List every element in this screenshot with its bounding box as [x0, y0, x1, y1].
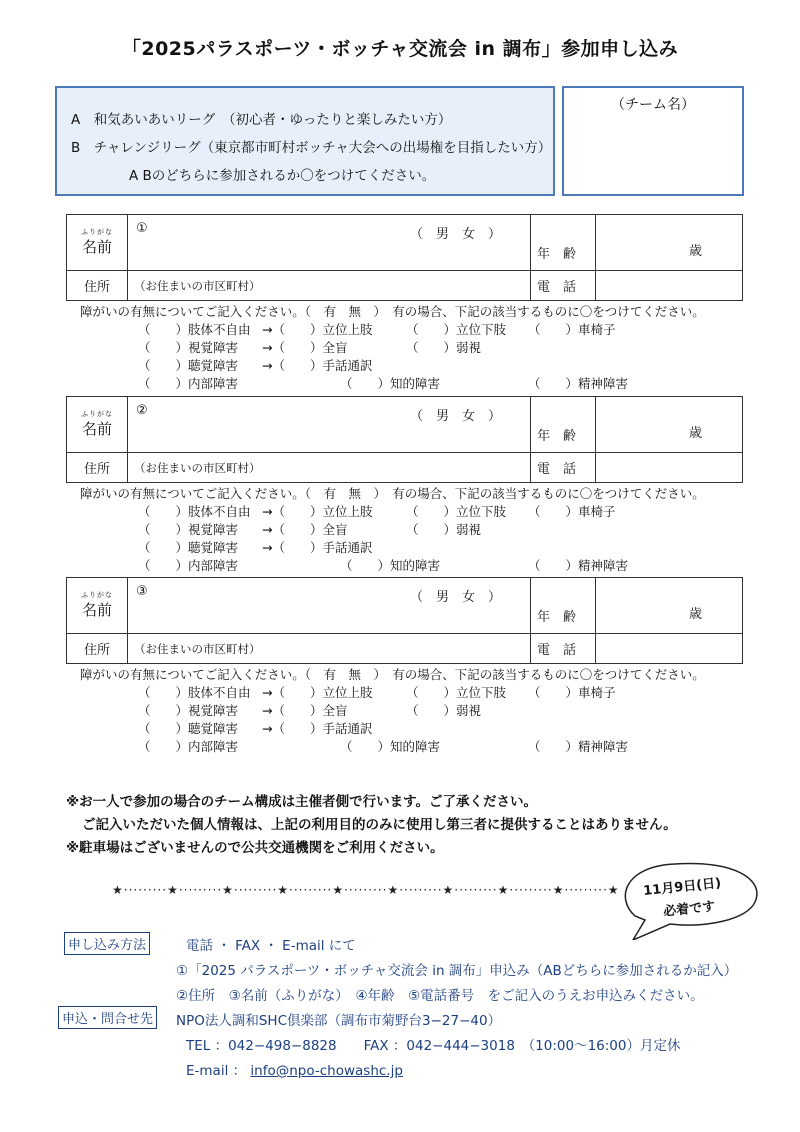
league-b[interactable]: B チャレンジリーグ（東京都市町村ボッチャ大会への出場権を目指したい方） [71, 140, 552, 156]
contact-email-row [186, 1059, 403, 1079]
option-upper[interactable]: →（ ）立位上肢 [262, 322, 373, 337]
age-unit: 歳 [688, 607, 702, 622]
option-hearing[interactable]: （ ）聴覚障害 [138, 358, 239, 373]
option-lower[interactable]: （ ）立位下肢 [406, 504, 507, 519]
contact-tel-fax: TEL ：042−498−8828 FAX ：042−444−3018 （10:00〜16:00）月定休 [186, 1038, 681, 1054]
address-hint: （お住まいの市区町村） [134, 278, 261, 293]
option-internal[interactable]: （ ）内部障害 [138, 739, 239, 754]
option-lowvision[interactable]: （ ）弱視 [406, 703, 482, 718]
option-physical[interactable]: （ ）肢体不自由 [138, 322, 251, 337]
team-name-label: （チーム名） [611, 97, 695, 113]
address-label: 住所 [67, 634, 128, 664]
address-field[interactable] [128, 453, 531, 483]
address-hint: （お住まいの市区町村） [134, 460, 261, 475]
option-blind[interactable]: →（ ）全盲 [262, 340, 348, 355]
phone-field[interactable] [596, 453, 743, 483]
participant-number: ② [136, 403, 148, 418]
option-mental[interactable]: （ ）精神障害 [528, 558, 629, 573]
option-wheelchair[interactable]: （ ）車椅子 [528, 322, 616, 337]
gender-choice[interactable]: （ 男 女 ） [410, 590, 502, 605]
name-label-cell [67, 578, 128, 634]
method-label: 申し込み方法 [64, 932, 150, 955]
age-unit: 歳 [688, 244, 702, 259]
method-line1: 電話 ・ FAX ・ E-mail にて [186, 938, 356, 954]
option-sign-language[interactable]: →（ ）手話通訳 [262, 721, 373, 736]
participant-number: ① [136, 221, 148, 236]
age-label: 年 齢 [531, 397, 596, 453]
option-intellectual[interactable]: （ ）知的障害 [340, 739, 441, 754]
option-mental[interactable]: （ ）精神障害 [528, 376, 629, 391]
league-a[interactable]: A 和気あいあいリーグ （初心者・ゆったりと楽しみたい方） [71, 112, 452, 128]
option-blind[interactable]: →（ ）全盲 [262, 522, 348, 537]
deadline-bubble [615, 858, 765, 944]
note-parking: ※駐車場はございませんので公共交通機関をご利用ください。 [66, 840, 444, 856]
option-visual[interactable]: （ ）視覚障害 [138, 522, 239, 537]
option-visual[interactable]: （ ）視覚障害 [138, 703, 239, 718]
name-field[interactable] [128, 578, 531, 634]
age-field[interactable] [596, 397, 743, 453]
option-upper[interactable]: →（ ）立位上肢 [262, 685, 373, 700]
option-hearing[interactable]: （ ）聴覚障害 [138, 540, 239, 555]
option-blind[interactable]: →（ ）全盲 [262, 703, 348, 718]
gender-choice[interactable]: （ 男 女 ） [410, 227, 502, 242]
address-hint: （お住まいの市区町村） [134, 641, 261, 656]
method-line3: ②住所 ③名前（ふりがな） ④年齢 ⑤電話番号 をご記入のうえお申込みください。 [176, 988, 704, 1004]
participant-form [66, 396, 743, 483]
option-hearing[interactable]: （ ）聴覚障害 [138, 721, 239, 736]
option-physical[interactable]: （ ）肢体不自由 [138, 685, 251, 700]
address-field[interactable] [128, 634, 531, 664]
option-lower[interactable]: （ ）立位下肢 [406, 685, 507, 700]
address-label: 住所 [67, 271, 128, 301]
option-lower[interactable]: （ ）立位下肢 [406, 322, 507, 337]
disability-question[interactable]: 障がいの有無についてご記入ください。（ 有 無 ） 有の場合、下記の該当するものに〇をつけてください。 [80, 304, 705, 319]
league-selection-box[interactable] [55, 86, 555, 196]
age-field[interactable] [596, 578, 743, 634]
address-field[interactable] [128, 271, 531, 301]
option-sign-language[interactable]: →（ ）手話通訳 [262, 540, 373, 555]
name-field[interactable] [128, 215, 531, 271]
name-label-cell [67, 397, 128, 453]
option-wheelchair[interactable]: （ ）車椅子 [528, 685, 616, 700]
address-label: 住所 [67, 453, 128, 483]
option-internal[interactable]: （ ）内部障害 [138, 376, 239, 391]
name-label: 名前 [81, 601, 112, 619]
name-label: 名前 [81, 420, 112, 438]
gender-choice[interactable]: （ 男 女 ） [410, 409, 502, 424]
deadline-text: 必着です [662, 899, 716, 920]
age-label: 年 齢 [531, 215, 596, 271]
phone-field[interactable] [596, 271, 743, 301]
participant-number: ③ [136, 584, 148, 599]
name-label-cell [67, 215, 128, 271]
name-ruby: ふりがな [81, 410, 113, 418]
disability-question[interactable]: 障がいの有無についてご記入ください。（ 有 無 ） 有の場合、下記の該当するものに〇をつけてください。 [80, 667, 705, 682]
option-lowvision[interactable]: （ ）弱視 [406, 340, 482, 355]
option-physical[interactable]: （ ）肢体不自由 [138, 504, 251, 519]
name-label: 名前 [81, 238, 112, 256]
participant-form [66, 214, 743, 301]
page-title: 「2025パラスポーツ・ボッチャ交流会 in 調布」参加申し込み [121, 38, 679, 60]
name-field[interactable] [128, 397, 531, 453]
note-privacy: ご記入いただいた個人情報は、上記の利用目的のみに使用し第三者に提供することはありません。 [82, 817, 677, 833]
dotted-divider: ★·········★·········★·········★·········★·········★·········★·········★·········★·········★ [112, 883, 620, 897]
phone-field[interactable] [596, 634, 743, 664]
method-line2: ①「2025 パラスポーツ・ボッチャ交流会 in 調布」申込み（ABどちらに参加されるか記入） [176, 963, 738, 979]
option-visual[interactable]: （ ）視覚障害 [138, 340, 239, 355]
age-unit: 歳 [688, 426, 702, 441]
phone-label: 電 話 [531, 271, 596, 301]
league-instruction: A Bのどちらに参加されるか〇をつけてください。 [129, 168, 436, 184]
option-intellectual[interactable]: （ ）知的障害 [340, 558, 441, 573]
email-link[interactable]: info@npo-chowashc.jp [250, 1063, 403, 1079]
age-field[interactable] [596, 215, 743, 271]
contact-org: NPO法人調和SHC倶楽部（調布市菊野台3−27−40） [176, 1013, 502, 1029]
name-ruby: ふりがな [81, 228, 113, 236]
deadline-date: 11月9日(日) [642, 875, 722, 900]
option-mental[interactable]: （ ）精神障害 [528, 739, 629, 754]
participant-form [66, 577, 743, 664]
disability-question[interactable]: 障がいの有無についてご記入ください。（ 有 無 ） 有の場合、下記の該当するものに〇をつけてください。 [80, 486, 705, 501]
phone-label: 電 話 [531, 453, 596, 483]
option-sign-language[interactable]: →（ ）手話通訳 [262, 358, 373, 373]
option-lowvision[interactable]: （ ）弱視 [406, 522, 482, 537]
option-wheelchair[interactable]: （ ）車椅子 [528, 504, 616, 519]
team-name-field[interactable] [562, 86, 744, 196]
contact-label: 申込・問合せ先 [58, 1006, 157, 1029]
email-label: E-mail ： [186, 1063, 247, 1079]
name-ruby: ふりがな [81, 591, 113, 599]
option-intellectual[interactable]: （ ）知的障害 [340, 376, 441, 391]
phone-label: 電 話 [531, 634, 596, 664]
option-internal[interactable]: （ ）内部障害 [138, 558, 239, 573]
note-team: ※お一人で参加の場合のチーム構成は主催者側で行います。ご了承ください。 [66, 794, 538, 810]
age-label: 年 齢 [531, 578, 596, 634]
option-upper[interactable]: →（ ）立位上肢 [262, 504, 373, 519]
